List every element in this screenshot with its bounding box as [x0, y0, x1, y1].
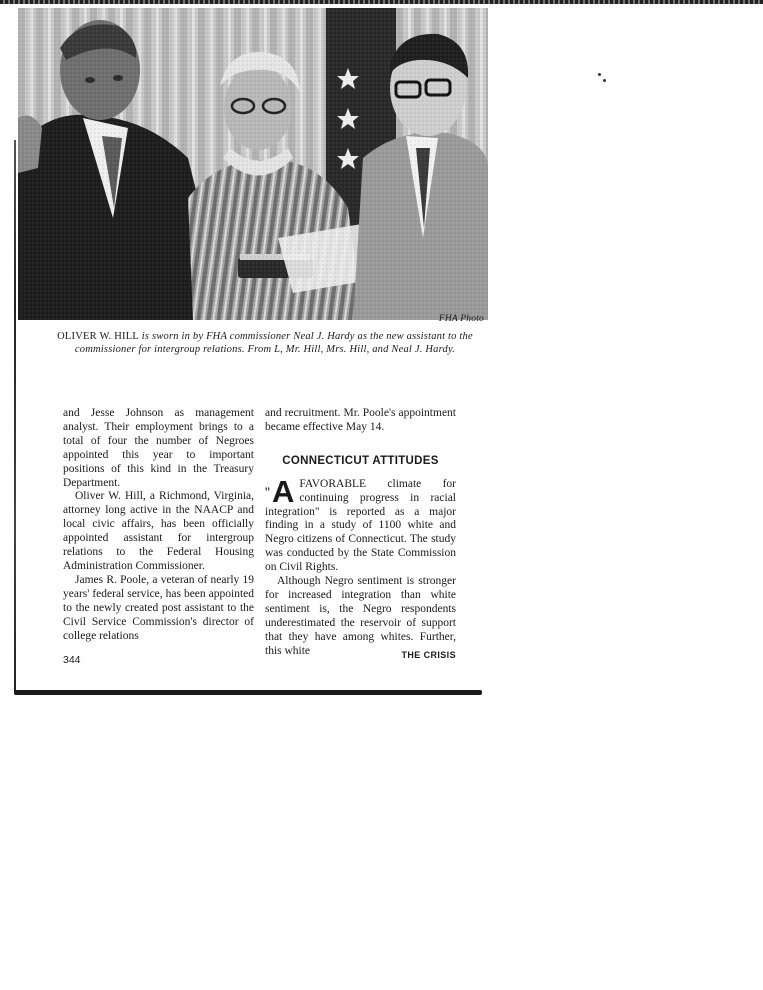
speck	[603, 79, 606, 82]
drop-cap-quote: "	[265, 483, 270, 500]
news-photo	[18, 8, 488, 320]
paragraph: and Jesse Johnson as management analyst. Their employment brings to a total of four the number of Negroes appointed this year to important positions of this kind in the Treasury Department.	[63, 407, 254, 489]
paragraph: and recruitment. Mr. Poole's appointment became effective May 14.	[265, 407, 456, 433]
speck	[598, 73, 601, 76]
paragraph: Although Negro sentiment is stronger for increased integration than white sentiment is, the Negro respondents underestimated the reservoir of support that they have among whites. Further, this white	[265, 575, 456, 657]
article-left-column	[63, 407, 254, 643]
paragraph: James R. Poole, a veteran of nearly 19 years' federal service, has been appointed to the newly created post assistant to the Civil Service Commission's director of college relations	[63, 573, 254, 642]
page-number: 344	[63, 654, 81, 666]
caption-lead: OLIVER W. HILL	[57, 331, 139, 342]
section-heading: CONNECTICUT ATTITUDES	[282, 454, 439, 467]
page-left-edge	[14, 140, 16, 692]
photo-caption	[50, 330, 480, 356]
drop-cap	[265, 473, 295, 509]
photo-illustration	[18, 8, 488, 320]
article-right-column	[265, 407, 456, 659]
page-bottom-edge	[14, 690, 482, 695]
running-head: THE CRISIS	[401, 650, 456, 660]
paragraph-text: FAVORABLE climate for continuing progress in racial integration" is reported as a major finding in a study of 1100 white and Negro citizens of Connecticut. The study was conducted by the State Commission on Civil Rights.	[265, 477, 456, 574]
photo-credit: FHA Photo	[438, 314, 484, 324]
drop-cap-letter: A	[271, 473, 295, 509]
paragraph: Oliver W. Hill, a Richmond, Virginia, attorney long active in the NAACP and local civic affairs, has been officially appointed assistant for intergroup relations to the Federal Housing Administration Commissioner.	[63, 490, 254, 572]
paragraph	[265, 473, 456, 575]
caption-body: is sworn in by FHA commissioner Neal J. Hardy as the new assistant to the commissioner for intergroup relations. From L, Mr. Hill, Mrs. Hill, and Neal J. Hardy.	[74, 331, 473, 355]
page-top-edge	[0, 0, 763, 4]
